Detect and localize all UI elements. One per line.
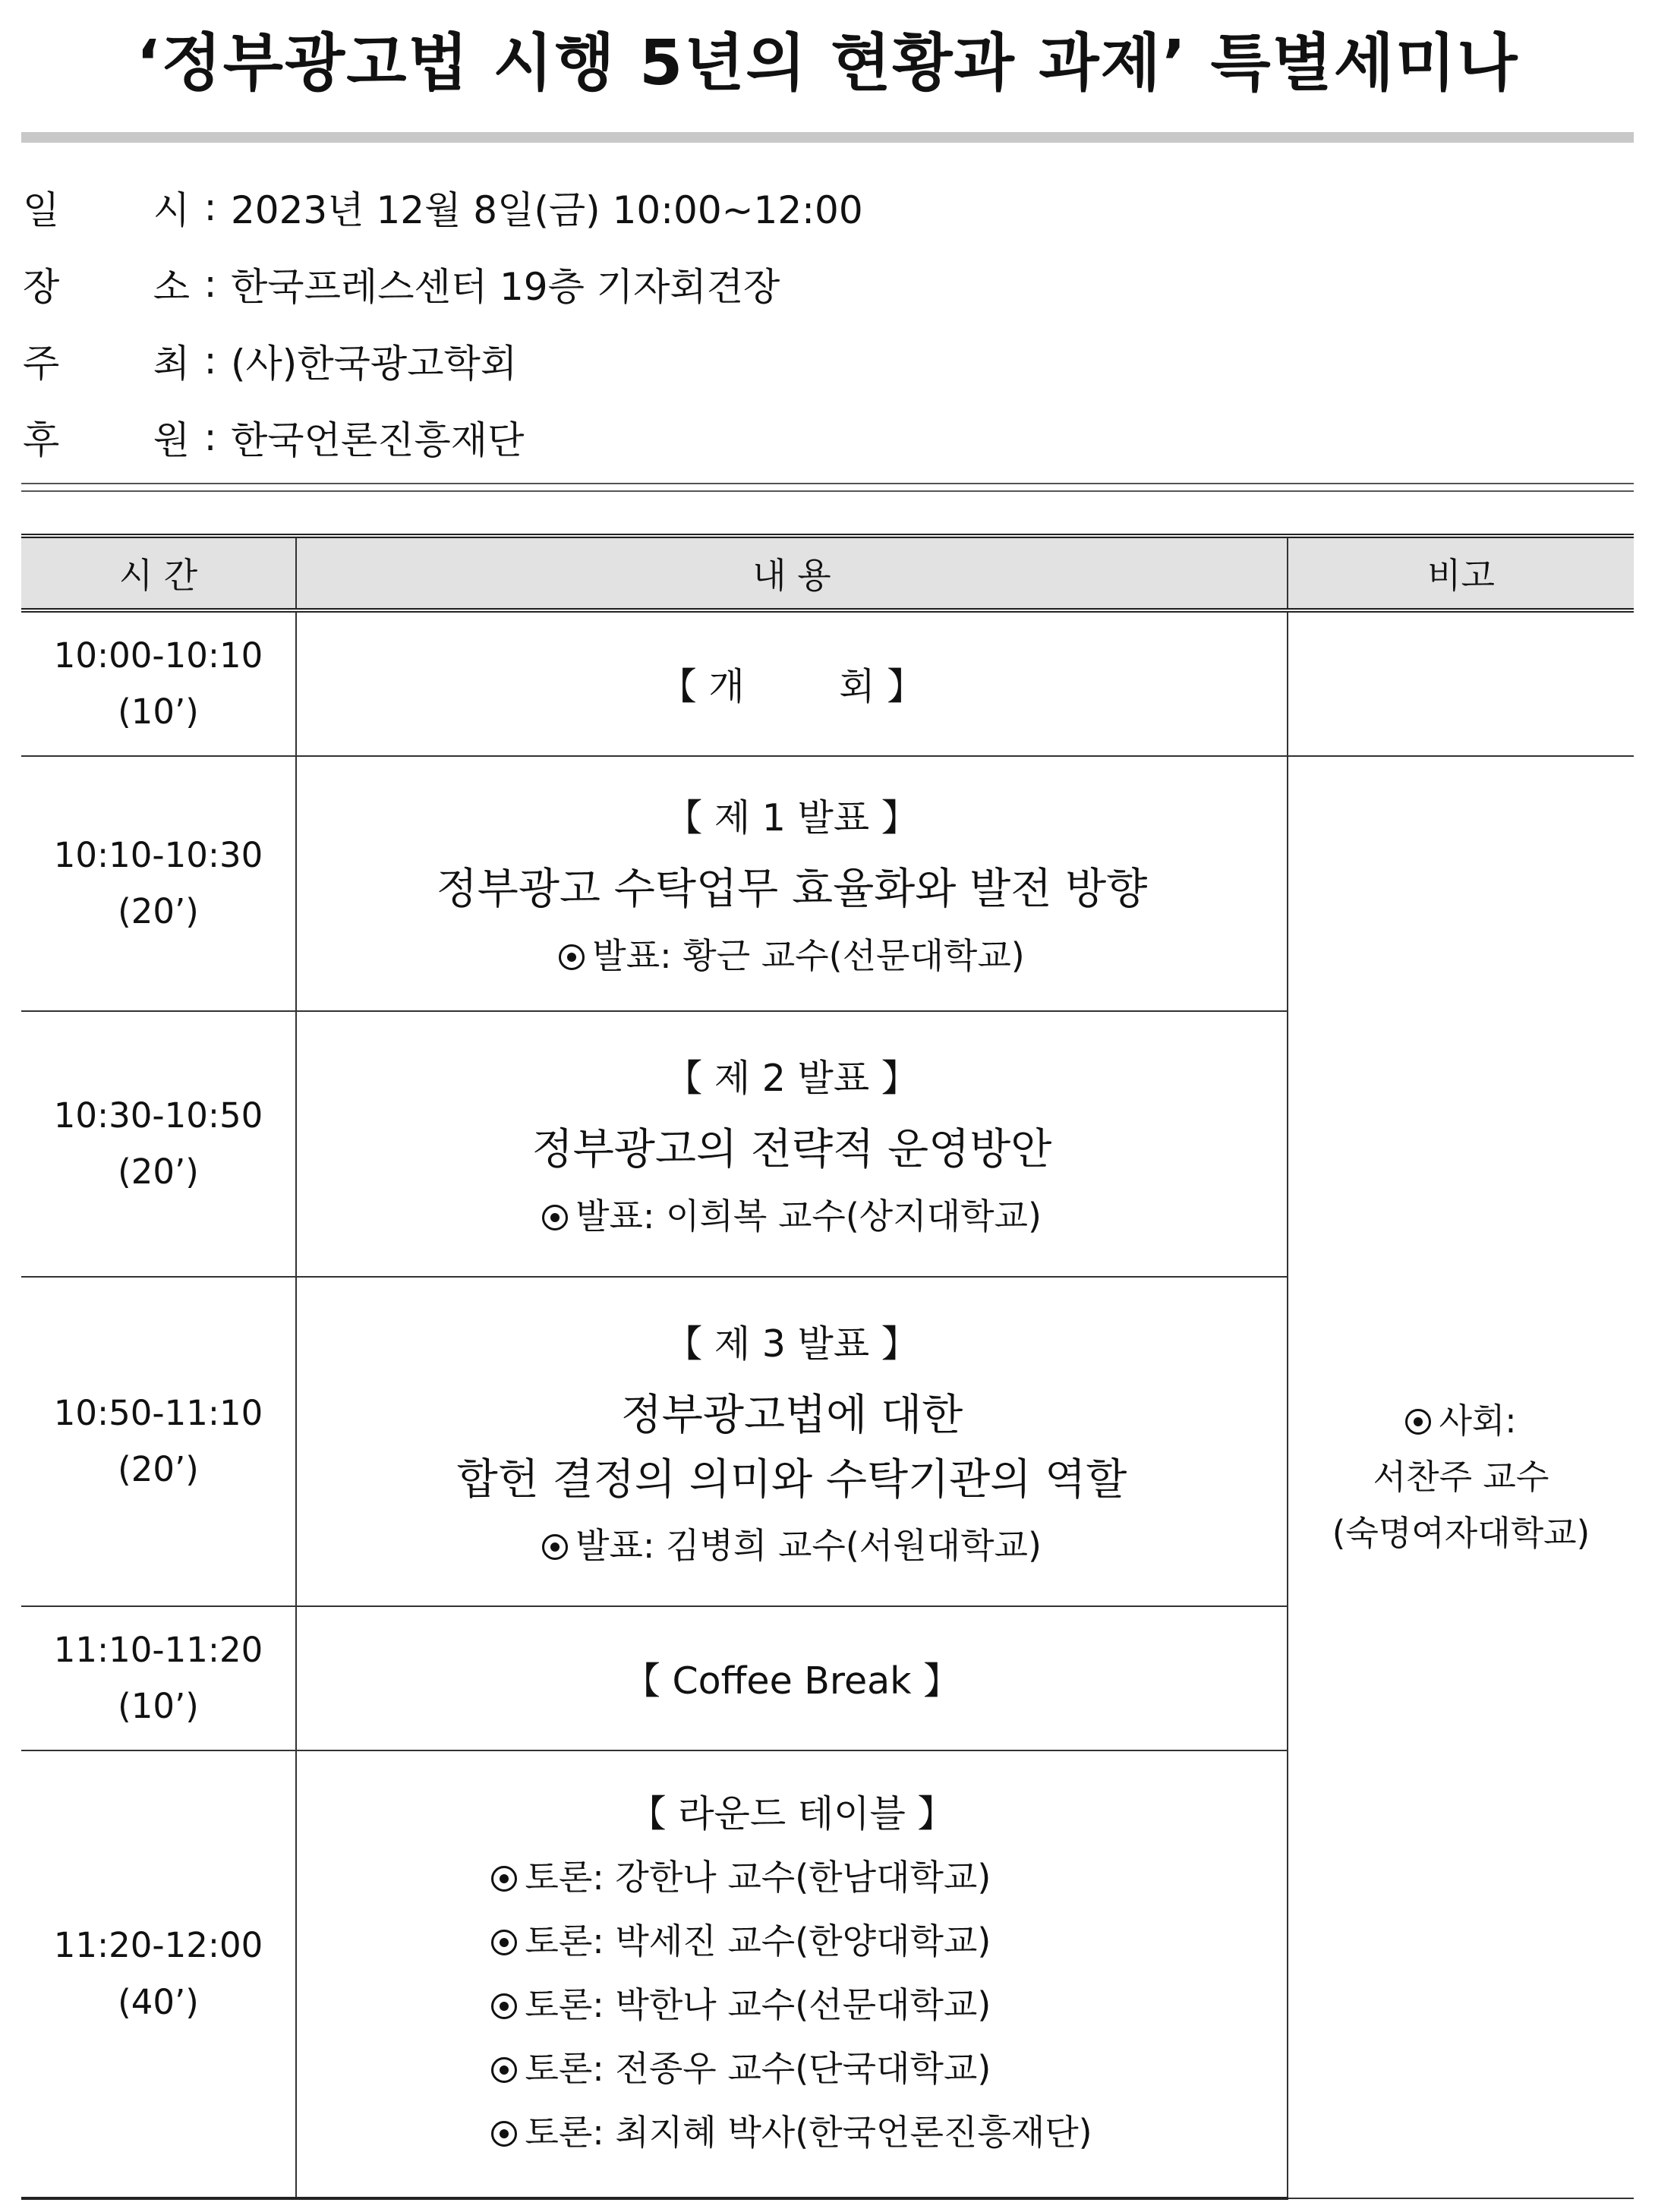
circled-dot-icon	[491, 1993, 517, 2019]
info-row-venue	[23, 245, 1632, 322]
content-cell	[296, 1277, 1288, 1606]
info-colon: :	[203, 338, 217, 383]
presenter: 발표: 김병희 교수(서원대학교)	[297, 1518, 1287, 1568]
moderator-name: 서찬주 교수	[1373, 1457, 1549, 1497]
note-cell	[1288, 610, 1634, 756]
content-cell	[296, 1606, 1288, 1750]
time-cell: 10:30-10:50 (20’)	[21, 1011, 296, 1277]
info-colon: :	[203, 414, 217, 459]
page-title: ‘정부광고법 시행 5년의 현황과 과제’ 특별세미나	[136, 27, 1519, 99]
table-row	[21, 756, 1634, 1011]
info-divider-top	[21, 483, 1634, 484]
time-cell: 10:10-10:30 (20’)	[21, 756, 296, 1011]
session-title: 정부광고법에 대한 합헌 결정의 의미와 수탁기관의 역할	[456, 1390, 1127, 1505]
event-info	[23, 169, 1632, 475]
list-item: 토론: 최지혜 박사(한국언론진흥재단)	[491, 2100, 1092, 2164]
info-label: 후 원	[23, 418, 190, 462]
session-title: 정부광고의 전략적 운영방안	[531, 1125, 1052, 1175]
circled-dot-icon	[491, 2121, 517, 2147]
info-row-date	[23, 169, 1632, 245]
presenter: 발표: 이희복 교수(상지대학교)	[297, 1189, 1287, 1239]
header-note: 비고	[1288, 536, 1634, 610]
circled-dot-icon	[542, 1205, 568, 1230]
moderator-role: 사회:	[1288, 1393, 1634, 1449]
time-cell: 10:00-10:10 (10’)	[21, 610, 296, 756]
content-cell	[296, 1750, 1288, 2198]
time-cell: 11:20-12:00 (40’)	[21, 1750, 296, 2198]
moderator-cell	[1288, 756, 1634, 2198]
circled-dot-icon	[491, 2057, 517, 2083]
circled-dot-icon	[559, 944, 585, 970]
info-label: 주 최	[23, 341, 190, 386]
info-value: 한국프레스센터 19층 기자회견장	[231, 264, 780, 309]
session-label: 【 라운드 테이블 】	[629, 1791, 955, 1835]
info-row-host	[23, 322, 1632, 399]
circled-dot-icon	[491, 1866, 517, 1892]
info-value: 2023년 12월 8일(금) 10:00~12:00	[231, 187, 863, 232]
circled-dot-icon	[491, 1930, 517, 1955]
info-colon: :	[203, 184, 217, 229]
list-item: 토론: 전종우 교수(단국대학교)	[491, 2037, 1092, 2100]
info-value: 한국언론진흥재단	[231, 418, 525, 462]
list-item: 토론: 박한나 교수(선문대학교)	[491, 1973, 1092, 2037]
list-item: 토론: 강한나 교수(한남대학교)	[491, 1845, 1092, 1909]
time-cell: 10:50-11:10 (20’)	[21, 1277, 296, 1606]
info-label: 일 시	[23, 187, 190, 232]
info-colon: :	[203, 261, 217, 306]
content-cell	[296, 610, 1288, 756]
list-item: 토론: 박세진 교수(한양대학교)	[491, 1909, 1092, 1973]
header-time: 시 간	[21, 536, 296, 610]
info-label: 장 소	[23, 264, 190, 309]
session-label: 【 제 3 발표 】	[665, 1322, 919, 1366]
table-row	[21, 610, 1634, 756]
header-content: 내 용	[296, 536, 1288, 610]
panel-list	[491, 1845, 1092, 2164]
session-label: 【 Coffee Break 】	[623, 1659, 961, 1703]
circled-dot-icon	[1405, 1409, 1431, 1435]
table-header-row	[21, 536, 1634, 610]
circled-dot-icon	[542, 1534, 568, 1560]
info-divider-bottom	[21, 490, 1634, 492]
session-label: 【 제 1 발표 】	[665, 796, 919, 840]
content-cell	[296, 1011, 1288, 1277]
time-cell: 11:10-11:20 (10’)	[21, 1606, 296, 1750]
session-title: 정부광고 수탁업무 효율화와 발전 방향	[436, 865, 1148, 915]
info-row-sponsor	[23, 399, 1632, 475]
content-cell	[296, 756, 1288, 1011]
presenter: 발표: 황근 교수(선문대학교)	[297, 928, 1287, 978]
session-label: 【 개 회 】	[659, 665, 925, 708]
session-label: 【 제 2 발표 】	[665, 1057, 919, 1101]
title-divider	[21, 132, 1634, 143]
moderator-affiliation: (숙명여자대학교)	[1332, 1513, 1590, 1553]
info-value: (사)한국광고학회	[231, 341, 518, 386]
schedule-table	[21, 534, 1634, 2200]
moderator	[1288, 1393, 1634, 1561]
